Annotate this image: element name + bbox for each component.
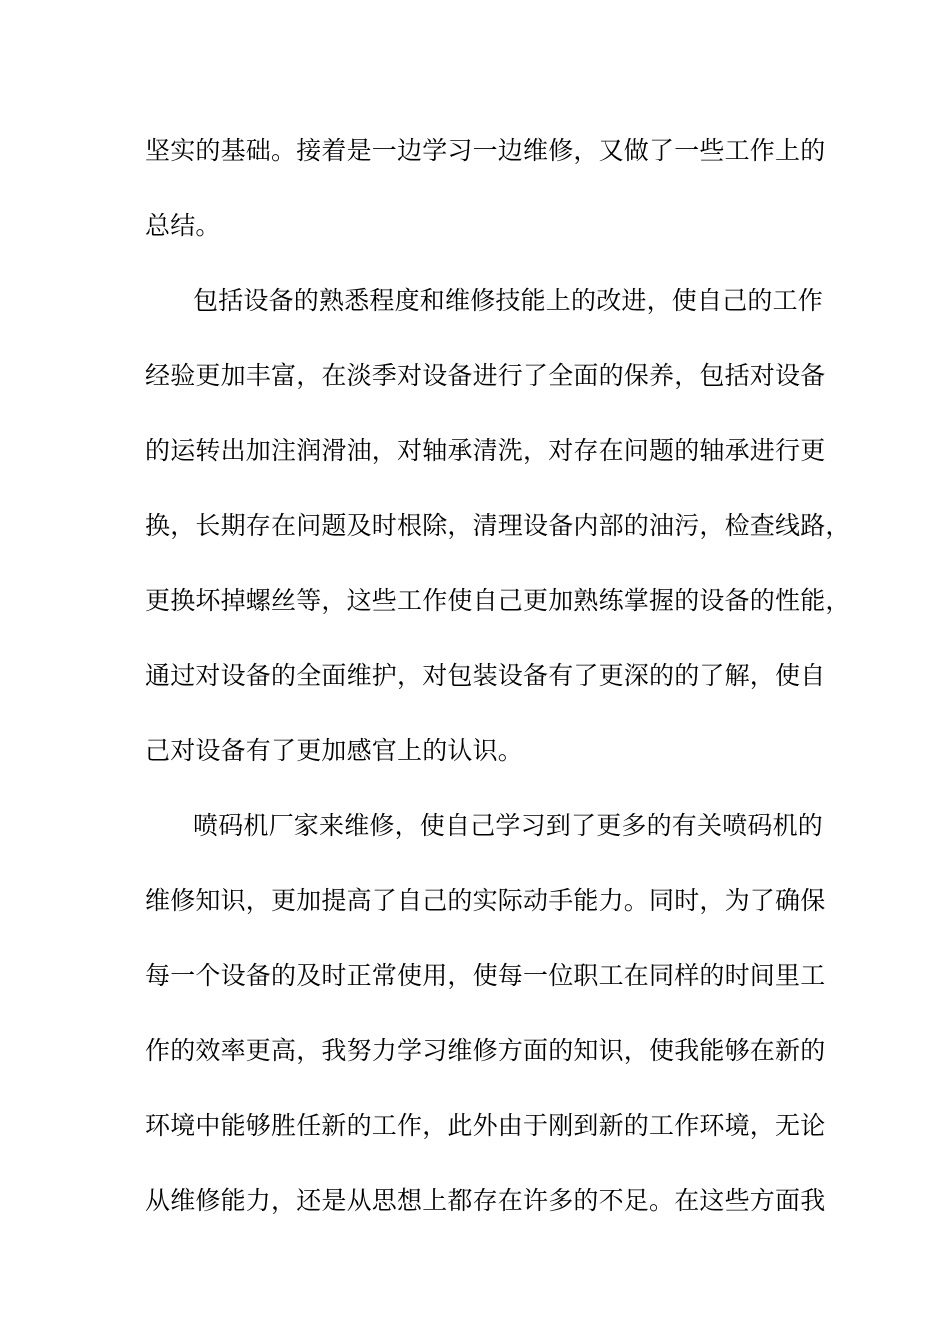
text-line: 环境中能够胜任新的工作，此外由于刚到新的工作环境，无论: [145, 1111, 826, 1140]
text-line: 换，长期存在问题及时根除，清理设备内部的油污，检查线路，: [145, 511, 851, 540]
text-line: 更换坏掉螺丝等，这些工作使自己更加熟练掌握的设备的性能，: [145, 586, 851, 615]
text-line: 每一个设备的及时正常使用，使每一位职工在同样的时间里工: [145, 961, 826, 990]
text-line: 经验更加丰富，在淡季对设备进行了全面的保养，包括对设备: [145, 361, 826, 390]
text-line: 总结。: [145, 211, 221, 240]
text-line: 己对设备有了更加感官上的认识。: [145, 736, 524, 765]
text-line: 从维修能力，还是从思想上都存在许多的不足。在这些方面我: [145, 1186, 826, 1215]
text-line: 维修知识，更加提高了自己的实际动手能力。同时，为了确保: [145, 886, 826, 915]
text-line: 作的效率更高，我努力学习维修方面的知识，使我能够在新的: [145, 1036, 826, 1065]
text-line: 坚实的基础。接着是一边学习一边维修，又做了一些工作上的: [145, 136, 826, 165]
text-line: 的运转出加注润滑油，对轴承清洗，对存在问题的轴承进行更: [145, 436, 826, 465]
text-line: 通过对设备的全面维护，对包装设备有了更深的的了解，使自: [145, 661, 826, 690]
text-line: 包括设备的熟悉程度和维修技能上的改进，使自己的工作: [193, 286, 824, 315]
text-line: 喷码机厂家来维修，使自己学习到了更多的有关喷码机的: [193, 811, 824, 840]
